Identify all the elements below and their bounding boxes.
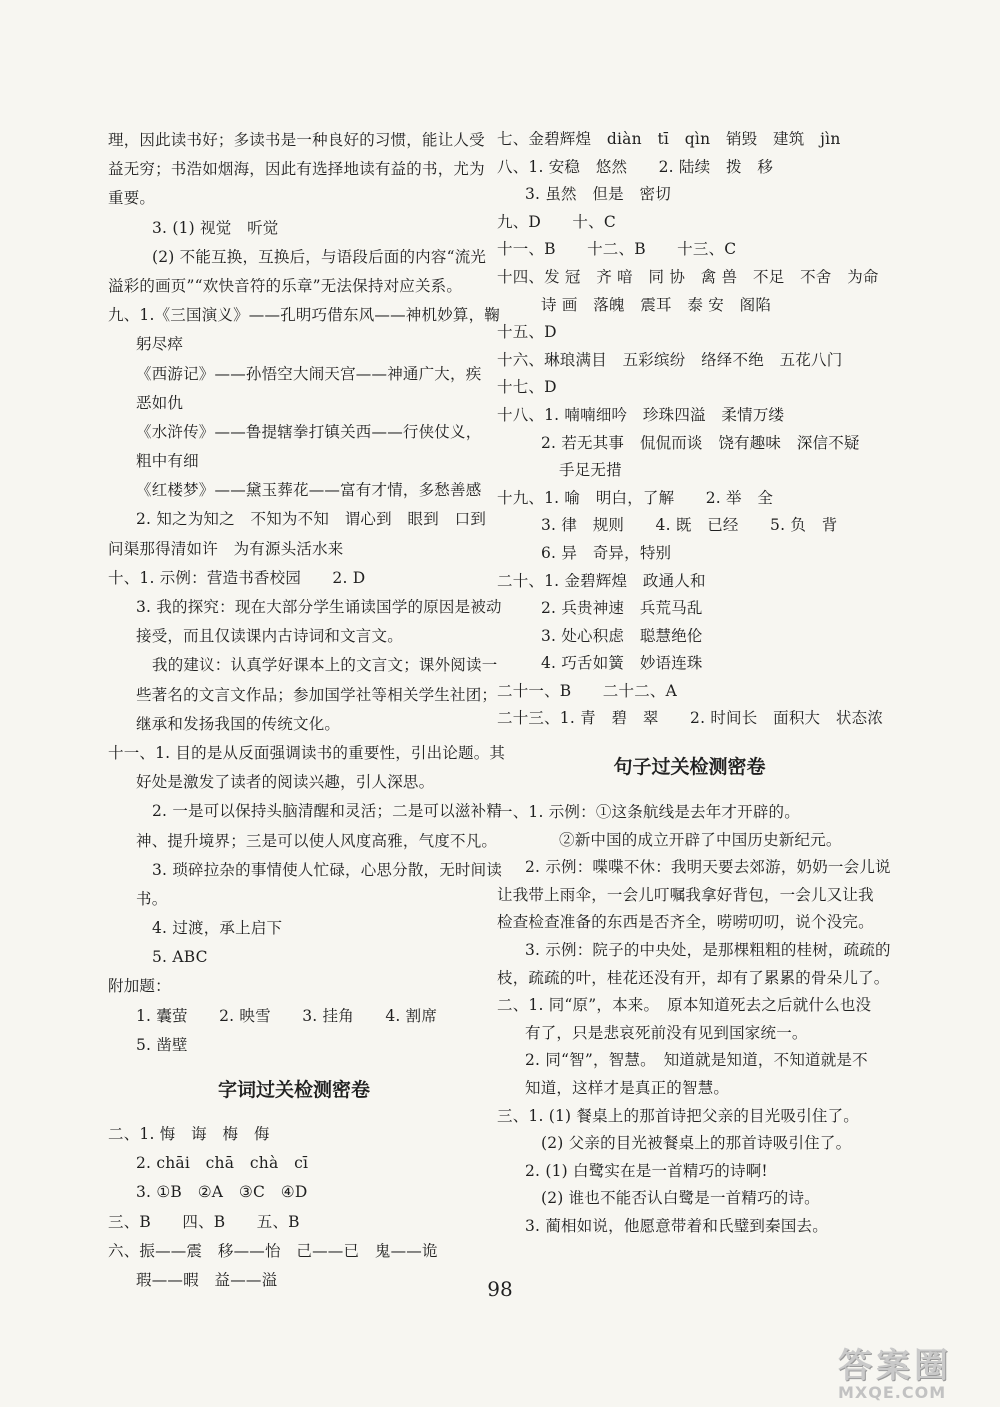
answer-line: 二十一、B 二十二、A xyxy=(497,681,677,700)
answer-line: 三、1. (1) 餐桌上的那首诗把父亲的目光吸引住了。 xyxy=(497,1106,859,1125)
right-answer-block xyxy=(497,126,882,733)
answer-line: 2. (1) 白鹭实在是一首精巧的诗啊! xyxy=(525,1161,768,1180)
left-answer-block-2 xyxy=(108,1120,480,1295)
answer-line: 好处是激发了读者的阅读兴趣，引人深思。 xyxy=(136,773,435,792)
answer-line: 书。 xyxy=(136,889,168,908)
page-number: 98 xyxy=(487,1277,513,1301)
answer-line: 躬尽瘁 xyxy=(136,335,184,354)
answer-line: 3. 虽然 但是 密切 xyxy=(525,185,671,204)
answer-line: 2. 同“智”，智慧。 知道就是知道，不知道就是不 xyxy=(525,1051,868,1070)
answer-line: 接受，而且仅读课内古诗词和文言文。 xyxy=(136,627,403,646)
watermark-main-text: 答案圈 xyxy=(838,1346,952,1386)
answer-line: 5. ABC xyxy=(152,948,208,967)
right-column xyxy=(497,126,891,1241)
answer-line: 八、1. 安稳 悠然 2. 陆续 拨 移 xyxy=(497,157,774,176)
answer-line: 检查检查准备的东西是否齐全，唠唠叨叨，说个没完。 xyxy=(497,913,874,932)
answer-line: 粗中有细 xyxy=(136,452,199,471)
left-answer-block xyxy=(108,126,506,1060)
answer-line: 十五、D xyxy=(497,323,557,342)
answer-line: 神、提升境界；三是可以使人风度高雅，气度不凡。 xyxy=(136,831,498,850)
answer-line: 十一、B 十二、B 十三、C xyxy=(497,240,737,259)
answer-line: 问渠那得清如许 为有源头活水来 xyxy=(108,539,344,558)
answer-line: 十九、1. 喻 明白，了解 2. 举 全 xyxy=(497,488,774,507)
answer-line: 些著名的文言文作品；参加国学社等相关学生社团； xyxy=(136,685,498,704)
answer-line: 6. 异 奇异，特别 xyxy=(541,543,672,562)
watermark-sub-text: MXQE.COM xyxy=(838,1383,947,1402)
answer-line: 七、金碧辉煌 diàn tī qìn 销毁 建筑 jìn xyxy=(497,130,841,148)
answer-line: (2) 父亲的目光被餐桌上的那首诗吸引住了。 xyxy=(541,1134,852,1153)
answer-line: 5. 凿壁 xyxy=(136,1035,188,1054)
answer-line: 我的建议：认真学好课本上的文言文；课外阅读一 xyxy=(152,656,498,675)
answer-line: 《红楼梦》——黛玉葬花——富有才情，多愁善感 xyxy=(136,481,482,500)
answer-line: 3. 处心积虑 聪慧绝伦 xyxy=(541,626,703,645)
answer-line: 知道，这样才是真正的智慧。 xyxy=(525,1079,730,1097)
answer-line: 2. 一是可以保持头脑清醒和灵活；二是可以滋补精 xyxy=(152,802,503,821)
section-heading-ci: 字词过关检测密卷 xyxy=(217,1079,370,1101)
answer-line: 重要。 xyxy=(108,189,156,208)
answer-line: ②新中国的成立开辟了中国历史新纪元。 xyxy=(559,830,842,849)
answer-line: 二十、1. 金碧辉煌 政通人和 xyxy=(497,571,706,590)
answer-line: 手足无措 xyxy=(559,461,622,480)
answer-line: 4. 巧舌如簧 妙语连珠 xyxy=(541,654,703,673)
answer-line: 二十三、1. 青 碧 翠 2. 时间长 面积大 状态浓 xyxy=(497,709,884,728)
answer-line: 十六、琳琅满目 五彩缤纷 络绎不绝 五花八门 xyxy=(497,350,843,369)
answer-line: 恶如仇 xyxy=(136,393,184,412)
answer-line: 3. 琐碎拉杂的事情使人忙碌，心思分散，无时间读 xyxy=(152,860,503,879)
answer-line: 二、1. 同“原”，本来。 原本知道死去之后就什么也没 xyxy=(497,996,872,1015)
answer-line: 2. 示例：喋喋不休：我明天要去郊游，奶奶一会儿说 xyxy=(525,858,891,877)
answer-line: 3. ①B ②A ③C ④D xyxy=(136,1183,308,1202)
section-heading-sentence: 句子过关检测密卷 xyxy=(613,756,766,779)
right-answer-block-2 xyxy=(497,799,891,1241)
answer-line: 三、B 四、B 五、B xyxy=(108,1212,300,1231)
answer-line: 4. 过渡，承上启下 xyxy=(152,919,283,938)
answer-line: 3. 蔺相如说，他愿意带着和氏璧到秦国去。 xyxy=(525,1216,828,1235)
answer-line: 3. (1) 视觉 听觉 xyxy=(152,218,279,237)
answer-line: 十四、发 冠 齐 喑 同 协 禽 兽 不足 不舍 为命 xyxy=(497,267,879,286)
answer-line: 理，因此读书好；多读书是一种良好的习惯，能让人受 xyxy=(108,131,485,149)
answer-line: 3. 律 规则 4. 既 已经 5. 负 背 xyxy=(541,516,838,535)
answer-line: 让我带上雨伞，一会儿叮嘱我拿好背包，一会儿又让我 xyxy=(497,885,874,904)
answer-line: 十七、D xyxy=(497,378,557,397)
answer-line: 2. 知之为知之 不知为不知 谓心到 眼到 口到 xyxy=(136,510,487,529)
answer-line: 溢彩的画页”“欢快音符的乐章”无法保持对应关系。 xyxy=(108,276,463,295)
answer-line: 六、振——震 移——怡 己——已 鬼——诡 xyxy=(108,1241,438,1260)
answer-line: 2. 兵贵神速 兵荒马乱 xyxy=(541,599,703,618)
answer-line: 九、1.《三国演义》——孔明巧借东风——神机妙算，鞠 xyxy=(108,306,500,325)
answer-line: 《西游记》——孙悟空大闹天宫——神通广大，疾 xyxy=(136,364,482,383)
answer-line: 九、D 十、C xyxy=(497,212,616,231)
answer-line: 十、1. 示例：营造书香校园 2. D xyxy=(108,568,366,587)
answer-line: 十八、1. 喃喃细吟 珍珠四溢 柔情万缕 xyxy=(497,405,785,424)
answer-line: 枝，疏疏的叶，桂花还没有开，却有了累累的骨朵儿了。 xyxy=(497,968,890,987)
answer-line: 一、1. 示例：①这条航线是去年才开辟的。 xyxy=(497,803,800,822)
answer-line: 《水浒传》——鲁提辖拳打镇关西——行侠仗义， xyxy=(136,422,482,441)
answer-line: (2) 不能互换，互换后，与语段后面的内容“流光 xyxy=(152,247,487,266)
answer-line: 二、1. 悔 诲 梅 侮 xyxy=(108,1125,270,1143)
answer-line: 3. 示例：院子的中央处，是那棵粗粗的桂树，疏疏的 xyxy=(525,941,891,960)
answer-line: 1. 囊萤 2. 映雪 3. 挂角 4. 割席 xyxy=(136,1006,438,1025)
answer-line: 继承和发扬我国的传统文化。 xyxy=(136,714,341,733)
answer-line: 诗 画 落魄 震耳 泰 安 阁陷 xyxy=(541,295,772,314)
answer-line: 附加题： xyxy=(108,977,171,996)
answer-line: 十一、1. 目的是从反面强调读书的重要性，引出论题。其 xyxy=(108,743,506,762)
answer-line: (2) 谁也不能否认白鹭是一首精巧的诗。 xyxy=(541,1189,820,1208)
answer-line: 瑕——暇 益——溢 xyxy=(136,1270,278,1289)
answer-line: 3. 我的探究：现在大部分学生诵读国学的原因是被动 xyxy=(136,598,502,616)
answer-line: 益无穷；书浩如烟海，因此有选择地读有益的书，尤为 xyxy=(108,160,485,179)
answer-line: 2. chāi chā chà cī xyxy=(136,1154,309,1173)
answer-line: 2. 若无其事 侃侃而谈 饶有趣味 深信不疑 xyxy=(541,433,860,452)
watermark-logo xyxy=(838,1348,990,1404)
answer-line: 有了，只是悲哀死前没有见到国家统一。 xyxy=(525,1023,808,1042)
